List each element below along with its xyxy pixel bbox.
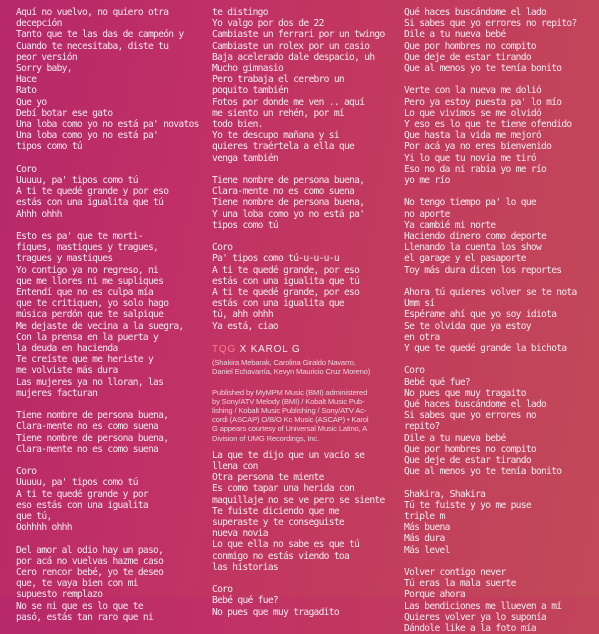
lyric-line: Toy más dura dicen los reportes: [404, 264, 562, 276]
lyric-line: por acá no vuelvas hazme caso: [16, 555, 164, 567]
lyric-line: Se te olvida que ya estoy: [404, 320, 531, 332]
lyric-line: Si sabes que yo errores no repito?: [404, 18, 577, 30]
lyric-line: Que al menos yo te tenía bonito: [404, 466, 562, 478]
lyric-line: Coro: [404, 365, 425, 377]
lyric-line: Yo te descupo mañana y si: [212, 130, 339, 142]
credit-line: Published by MyMPM Music (BMI) administered: [212, 387, 368, 397]
lyric-line: Otra persona te miente: [212, 472, 324, 484]
lyric-line: tragues y mastiques: [16, 253, 113, 265]
stanza-break: [16, 455, 208, 466]
lyric-line: no aporte: [404, 208, 450, 220]
lyric-line: Con la prensa en la puerta y: [16, 331, 159, 343]
lyric-line: Que deje de estar tirando: [404, 51, 531, 63]
stanza-break: [16, 533, 208, 544]
stanza-break: [16, 153, 208, 164]
lyric-line: Cambiaste un ferrari por un twingo: [212, 29, 385, 41]
lyric-line: Que por hombres no compito: [404, 443, 536, 455]
lyric-line: Que yo: [16, 96, 47, 108]
lyric-line: que tú,: [16, 511, 52, 523]
lyric-line: Porque ahora: [404, 589, 465, 601]
lyric-line: No pues que muy tragadito: [212, 606, 339, 618]
lyric-line: Lo que vivimos se me olvidó: [404, 107, 542, 119]
lyric-line: Las mujeres ya no lloran, las: [16, 376, 164, 388]
lyric-line: Verte con la nueva me dolió: [404, 85, 542, 97]
lyric-line: Esto es pa' que te morti-: [16, 231, 143, 243]
credit-line: G appears courtesy of Universal Music Latino, A: [212, 424, 368, 434]
lyric-line: Qué haces buscándome el lado: [404, 7, 547, 18]
lyric-line: estás con una igualita que: [212, 298, 344, 310]
lyric-line: Cambiaste un rolex por un casio: [212, 40, 370, 52]
credit-line: lishing / Kobalt Music Publishing / Sony/ATV Ac-: [212, 406, 367, 416]
lyric-line: Baja acelerado dale despacio, uh: [212, 51, 375, 63]
lyric-line: Ya cambié mi norte: [404, 219, 496, 231]
lyric-line: poquito también: [212, 85, 289, 97]
lyric-line: estás con una igualita que tú: [16, 197, 164, 209]
lyric-line: todo bien.: [212, 119, 263, 131]
lyric-line: Ahora tú quieres volver se te nota: [404, 287, 577, 299]
lyric-line: Uuuuu, pa' tipos como tú: [16, 477, 138, 489]
credit-line: (Shakira Mebarak, Carolina Giraldo Navarro,: [212, 358, 356, 368]
lyric-line: Y eso es lo que te tiene ofendido: [404, 119, 572, 131]
lyric-line: música perdón que te salpique: [16, 309, 164, 321]
lyric-line: nueva novia: [212, 528, 268, 540]
lyrics-column-2-bottom: [212, 450, 402, 618]
lyric-line: Cuando te necesitaba, diste tu: [16, 40, 169, 52]
lyric-line: llena con: [212, 461, 258, 473]
lyric-line: Haciendo dinero como deporte: [404, 231, 547, 243]
stanza-break: [212, 164, 402, 175]
lyric-line: me siento un rehén, por mí: [212, 107, 344, 119]
lyric-line: Pero ya estoy puesta pa' lo mío: [404, 96, 562, 108]
lyric-line: Uuuuu, pa' tipos como tú: [16, 175, 138, 187]
lyrics-column-2-top: [212, 7, 402, 332]
stanza-break: [212, 376, 402, 387]
lyric-line: en otra: [404, 331, 440, 343]
lyric-line: Mucho gimnasio: [212, 63, 284, 75]
song-title: TQG: [212, 344, 237, 356]
lyric-line: Llenando la cuenta los show: [404, 242, 542, 254]
lyric-line: Rato: [16, 85, 37, 97]
lyric-line: supuesto remplazo: [16, 589, 103, 601]
publishing-credits: [212, 358, 402, 443]
lyric-line: estás con una igualita que tú: [212, 275, 360, 287]
lyric-line: triple m: [404, 511, 445, 523]
lyric-line: Cero rencor bebé, yo te deseo: [16, 567, 164, 579]
lyric-line: tipos como tú: [16, 141, 82, 153]
lyric-line: No se ni que es lo que te: [16, 600, 143, 612]
lyric-line: Pa' tipos como tú-u-u-u-u: [212, 253, 339, 265]
stanza-break: [212, 231, 402, 242]
lyric-line: Tú eras la mala suerte: [404, 578, 516, 590]
lyric-line: que te critiquen, yo solo hago: [16, 298, 169, 310]
lyric-line: el garage y el pasaporte: [404, 253, 526, 265]
lyrics-column-2: [212, 7, 402, 618]
lyric-line: pasó, estás tan raro que ni: [16, 611, 154, 623]
lyrics-column-3: [404, 7, 596, 634]
lyric-line: me volviste más dura: [16, 365, 118, 377]
lyric-line: venga también: [212, 152, 278, 164]
lyric-line: Tiene nombre de persona buena,: [212, 197, 365, 209]
lyric-line: la deuda en hacienda: [16, 343, 118, 355]
lyric-line: No tengo tiempo pa' lo que: [404, 197, 536, 209]
lyric-line: quieres traértela a ella que: [212, 141, 355, 153]
lyric-line: A ti te quedé grande y por eso: [16, 186, 169, 198]
stanza-break: [404, 354, 596, 365]
lyric-line: Dile a tu nueva bebé: [404, 432, 506, 444]
lyric-line: Clara-mente no es como suena: [212, 186, 355, 198]
lyric-line: Debí botar ese gato: [16, 107, 113, 119]
lyric-line: yo me río: [404, 175, 450, 187]
lyric-line: A ti te quedé grande, por eso: [212, 264, 360, 276]
lyric-line: que, te vaya bien con mi: [16, 578, 138, 590]
lyric-line: Sorry baby,: [16, 63, 72, 75]
lyric-line: conmigo no estás viendo toa: [212, 550, 350, 562]
lyric-line: Dile a tu nueva bebé: [404, 29, 506, 41]
credit-line: cordi (ASCAP) O/B/O Kc Music (ASCAP) • Karol: [212, 415, 369, 425]
lyric-line: Fotos por donde me ven .. aquí: [212, 96, 365, 108]
credit-line: Division of UMG Recordings, Inc.: [212, 433, 320, 443]
stanza-break: [404, 477, 596, 488]
lyrics-column-1: [16, 7, 208, 623]
lyric-line: Lo que ella no sabe es que tú: [212, 539, 360, 551]
stanza-break: [404, 186, 596, 197]
lyric-line: Tanto que te las das de campeón y: [16, 29, 184, 41]
lyric-line: fiques, mastiques y tragues,: [16, 242, 159, 254]
lyric-line: Pero trabaja el cerebro un: [212, 74, 344, 86]
lyric-line: Más dura: [404, 533, 445, 545]
lyric-line: La que te dijo que un vacío se: [212, 449, 365, 461]
lyric-line: las historias: [212, 561, 278, 573]
lyric-line: Una loba como yo no está pa' novatos: [16, 119, 199, 131]
lyric-line: Una loba como yo no está pa': [16, 130, 159, 142]
lyric-line: Es como tapar una herida con: [212, 483, 355, 495]
lyric-line: Ahhh ohhh: [16, 208, 62, 220]
song-credit-title: [212, 344, 402, 355]
lyric-line: tipos como tú: [212, 219, 278, 231]
lyric-line: eso estás con una igualita: [16, 499, 148, 511]
lyric-line: superaste y te conseguiste: [212, 517, 344, 529]
lyric-line: Coro: [16, 466, 37, 478]
lyric-line: Que al menos yo te tenía bonito: [404, 63, 562, 75]
lyric-line: Por acá ya no eres bienvenido: [404, 141, 552, 153]
lyric-line: Clara-mente no es como suena: [16, 443, 159, 455]
lyric-line: Y que te quedé grande la bichota: [404, 343, 567, 355]
lyric-line: Ya está, ciao: [212, 320, 278, 332]
lyric-line: Tiene nombre de persona buena,: [16, 432, 169, 444]
lyric-line: Yi lo que tu novia me tiró: [404, 152, 536, 164]
stanza-break: [404, 556, 596, 567]
stanza-break: [404, 74, 596, 85]
artist-name: X KAROL G: [236, 344, 301, 356]
lyric-line: Tiene nombre de persona buena,: [212, 175, 365, 187]
lyric-line: Coro: [212, 584, 233, 596]
lyric-line: te distingo: [212, 7, 268, 18]
lyric-line: Te creíste que me heriste y: [16, 354, 154, 366]
lyric-line: Coro: [212, 242, 233, 254]
lyric-line: decepción: [16, 18, 62, 30]
lyric-line: Que hasta la vida me mejoró: [404, 130, 542, 142]
lyric-line: tú, ahh ohhh: [212, 309, 273, 321]
lyric-line: mujeres facturan: [16, 387, 98, 399]
lyric-line: Quieres volver ya lo suponía: [404, 611, 547, 623]
lyric-line: Que por hombres no compito: [404, 40, 536, 52]
lyric-line: Bebé qué fue?: [212, 595, 278, 607]
lyric-line: Yo contigo ya no regreso, ni: [16, 264, 159, 276]
lyric-line: Volver contigo never: [404, 567, 506, 579]
lyric-line: Qué haces buscándome el lado: [404, 399, 547, 411]
lyric-line: Clara-mente no es como suena: [16, 421, 159, 433]
lyric-line: Las bendiciones me llueven a mí: [404, 600, 562, 612]
lyric-line: peor versión: [16, 51, 77, 63]
lyric-line: Eso no da ni rabia yo me río: [404, 163, 547, 175]
stanza-break: [16, 220, 208, 231]
credit-line: by Sony/ATV Melody (BMI) / Kobalt Music Pub-: [212, 396, 365, 406]
lyric-line: Me dejaste de vecina a la suegra,: [16, 320, 184, 332]
lyric-line: Si sabes que yo errores no: [404, 410, 536, 422]
stanza-break: [16, 399, 208, 410]
lyric-line: Tú te fuiste y yo me puse: [404, 499, 531, 511]
lyric-line: Bebé qué fue?: [404, 376, 470, 388]
stanza-break: [404, 276, 596, 287]
lyric-line: Espérame ahí que yo soy idiota: [404, 309, 557, 321]
credit-line: Daniel Echavarría, Kevyn Mauricio Cruz Moreno): [212, 367, 371, 377]
lyric-line: Dándole like a la foto mía: [404, 623, 536, 634]
lyric-line: Shakira, Shakira: [404, 488, 486, 500]
lyric-line: Te fuiste diciendo que me: [212, 505, 339, 517]
lyric-line: Y una loba como yo no está pa': [212, 208, 365, 220]
lyric-line: Más buena: [404, 522, 450, 534]
lyric-line: Yo valgo por dos de 22: [212, 18, 324, 30]
lyric-line: Hace: [16, 74, 37, 86]
lyric-line: Aquí no vuelvo, no quiero otra: [16, 7, 169, 18]
lyric-line: A ti te quedé grande y por: [16, 488, 148, 500]
lyric-line: Del amor al odio hay un paso,: [16, 544, 164, 556]
lyric-line: maquillaje no se ve pero se siente: [212, 494, 385, 506]
lyric-line: Coro: [16, 163, 37, 175]
lyric-line: Entendí que no es culpa mía: [16, 287, 154, 299]
lyric-line: Tiene nombre de persona buena,: [16, 410, 169, 422]
stanza-break: [212, 573, 402, 584]
lyric-line: Más level: [404, 544, 450, 556]
lyric-line: repito?: [404, 421, 440, 433]
lyric-line: que me llores ni me supliques: [16, 275, 164, 287]
lyric-line: No pues que muy tragaito: [404, 387, 526, 399]
lyric-line: A ti te quedé grande, por eso: [212, 287, 360, 299]
lyric-line: Oohhhh ohhh: [16, 522, 72, 534]
lyric-line: Umm sí: [404, 298, 435, 310]
lyric-line: Que deje de estar tirando: [404, 455, 531, 467]
